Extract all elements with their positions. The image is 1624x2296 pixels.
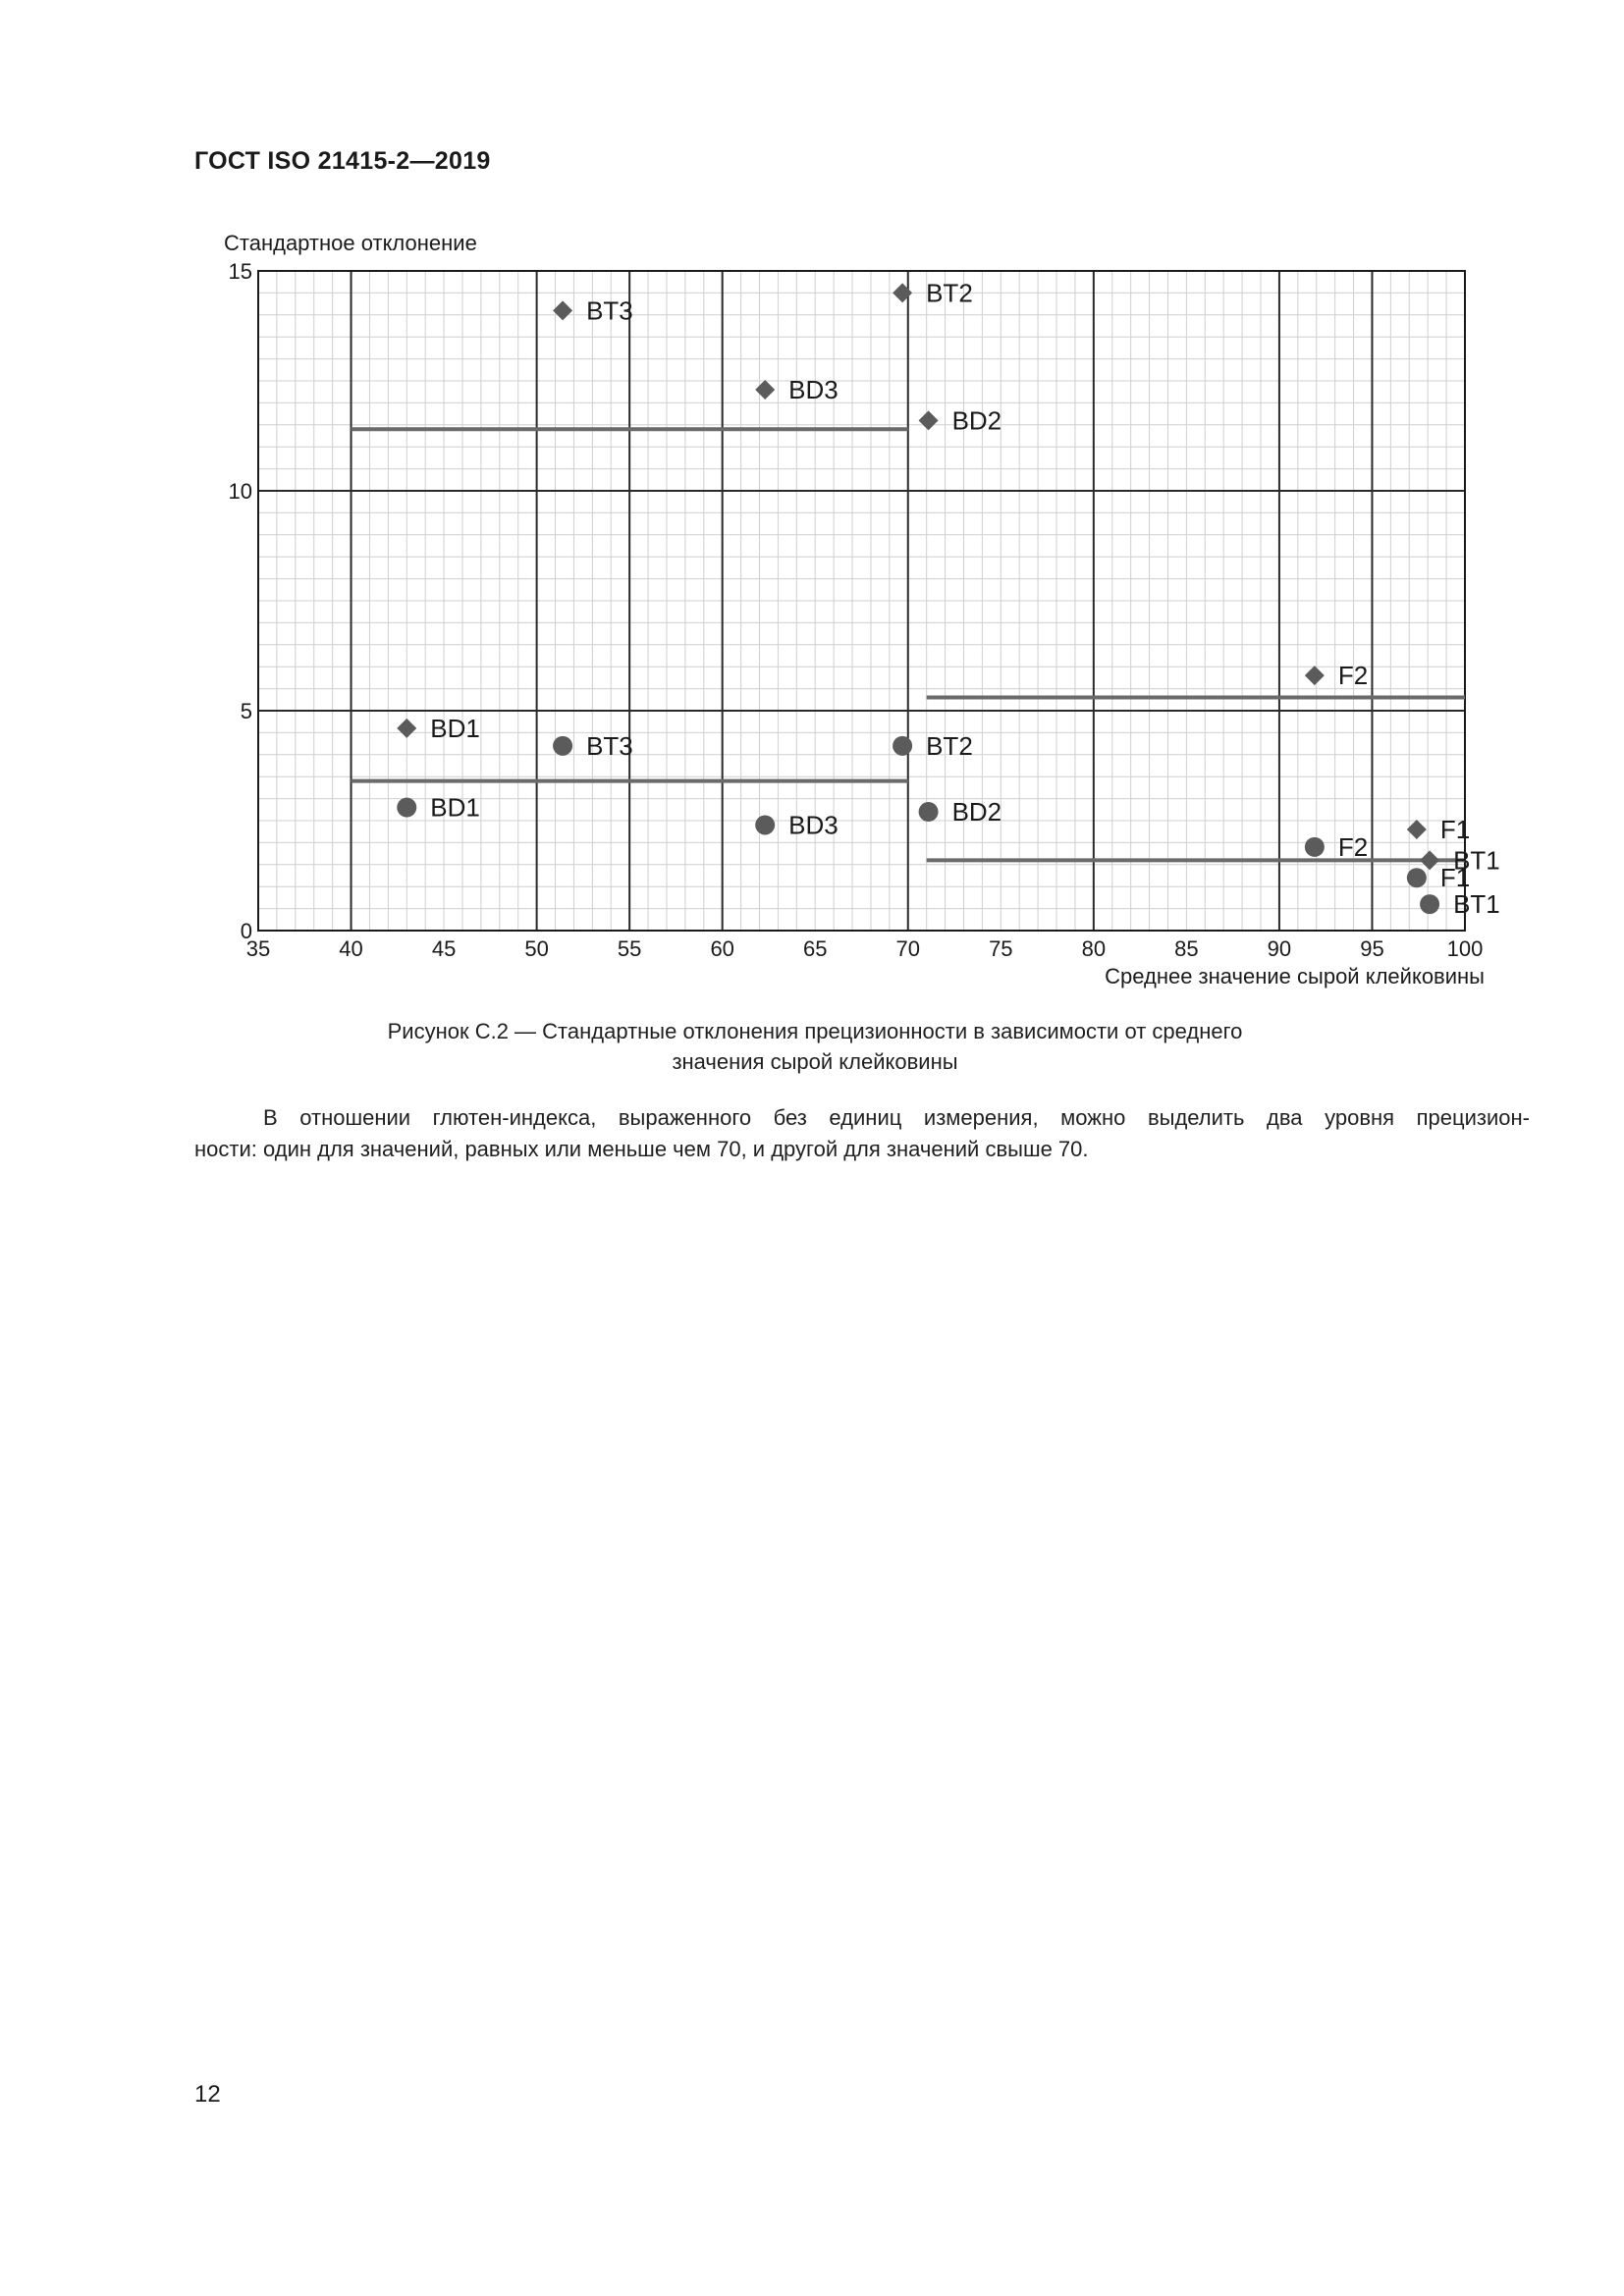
- document-header: ГОСТ ISO 21415-2—2019: [194, 147, 491, 175]
- point-label: BT1: [1453, 845, 1500, 876]
- point-label: BD2: [951, 797, 1002, 828]
- x-tick-label: 80: [1081, 936, 1107, 961]
- x-tick-label: 65: [802, 936, 828, 961]
- diamond-marker: [397, 719, 416, 738]
- caption-line-1: Рисунок С.2 — Стандартные отклонения прецизионности в зависимости от среднего: [387, 1019, 1243, 1043]
- point-label: BD2: [951, 405, 1002, 436]
- minor-grid: [258, 271, 1465, 931]
- point-label: F1: [1439, 814, 1471, 844]
- x-tick-label: 50: [524, 936, 549, 961]
- x-tick-label: 40: [339, 936, 363, 961]
- diamond-marker: [1305, 666, 1325, 685]
- y-axis-label: Стандартное отклонение: [224, 231, 477, 255]
- point-label: BT3: [586, 730, 633, 761]
- tick-labels: [229, 259, 1484, 961]
- point-label: BD3: [788, 374, 839, 404]
- circle-marker: [1420, 894, 1439, 914]
- point-label: BT2: [926, 730, 973, 761]
- x-tick-label: 55: [617, 936, 642, 961]
- circle-marker: [919, 802, 939, 822]
- diamond-marker: [553, 300, 572, 320]
- diamond-marker: [755, 380, 775, 400]
- y-tick-label: 0: [240, 919, 252, 943]
- x-tick-label: 70: [895, 936, 921, 961]
- paragraph-line-1: В отношении глютен-индекса, выраженного без единиц измерения, можно выделить два уровня прецизион-: [263, 1105, 1530, 1130]
- x-tick-label: 75: [989, 936, 1013, 961]
- x-tick-label: 90: [1267, 936, 1292, 961]
- point-label: BD1: [430, 713, 480, 743]
- y-tick-label: 15: [228, 259, 252, 284]
- page-number: 12: [194, 2081, 221, 2108]
- point-label: BD3: [788, 810, 839, 840]
- y-tick-label: 5: [240, 699, 252, 723]
- circle-marker: [1407, 868, 1427, 887]
- diamond-marker: [1407, 820, 1427, 839]
- x-axis-label: Среднее значение сырой клейковины: [1105, 964, 1485, 988]
- circle-marker: [1305, 837, 1325, 857]
- precision-chart: [0, 0, 1624, 1001]
- paragraph-line-2: ности: один для значений, равных или меньше чем 70, и другой для значений свыше 70.: [194, 1137, 1089, 1161]
- point-label: BT2: [926, 278, 973, 308]
- diamond-marker: [1420, 850, 1439, 870]
- point-label: BT1: [1453, 889, 1500, 920]
- circle-marker: [893, 736, 912, 756]
- figure-caption: [324, 1016, 1306, 1077]
- point-label: F2: [1337, 661, 1369, 691]
- x-tick-label: 35: [245, 936, 271, 961]
- point-label: F2: [1337, 831, 1369, 862]
- x-tick-label: 100: [1446, 936, 1484, 961]
- x-tick-label: 60: [710, 936, 734, 961]
- point-label: BD1: [430, 792, 480, 823]
- circle-marker: [397, 798, 416, 818]
- x-tick-label: 85: [1174, 936, 1199, 961]
- y-tick-label: 10: [228, 479, 252, 504]
- x-tick-label: 45: [431, 936, 457, 961]
- body-paragraph: [194, 1102, 1530, 1165]
- caption-line-2: значения сырой клейковины: [672, 1049, 958, 1074]
- x-tick-label: 95: [1360, 936, 1384, 961]
- circle-marker: [755, 815, 775, 834]
- point-label: F1: [1439, 863, 1471, 893]
- diamond-marker: [893, 283, 912, 302]
- point-label: BT3: [586, 295, 633, 326]
- diamond-marker: [919, 410, 939, 430]
- circle-marker: [553, 736, 572, 756]
